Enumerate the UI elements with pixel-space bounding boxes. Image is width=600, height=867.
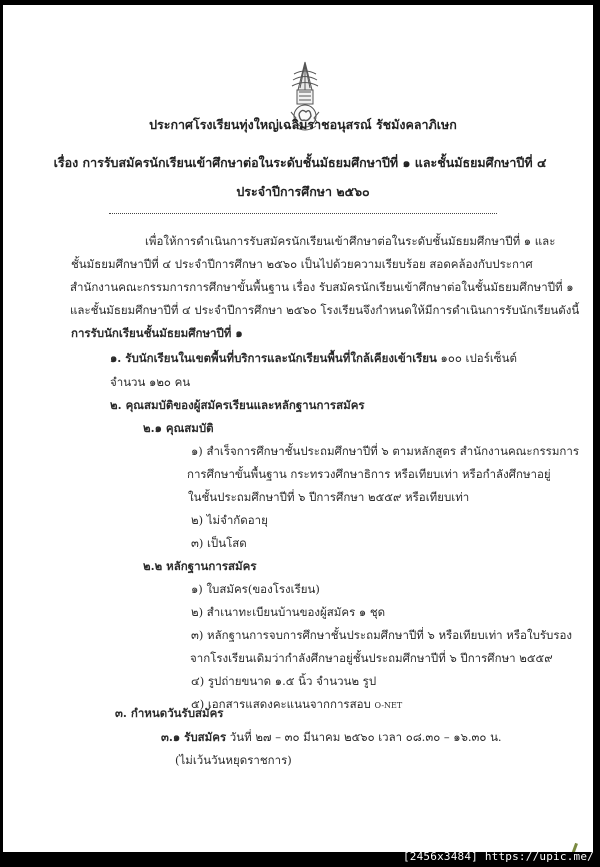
qualification-1-cont2: ในชั้นประถมศึกษาปีที่ ๖ ปีการศึกษา ๒๕๕๙ หรือเทียบเท่า [188,490,470,504]
intro-line-4: และชั้นมัธยมศึกษาปีที่ ๔ ประจำปีการศึกษา ๒๕๖๐ โรงเรียนจึงกำหนดให้มีการดำเนินการรับนักเรียนดังนี้ [70,303,580,317]
item-2-1-heading: ๒.๑ คุณสมบัติ [143,421,214,435]
announcement-subject: เรื่อง การรับสมัครนักเรียนเข้าศึกษาต่อในระดับชั้นมัธยมศึกษาปีที่ ๑ และชั้นมัธยมศึกษาปีที่ ๔ [53,155,547,170]
intro-line-3: สำนักงานคณะกรรมการการศึกษาขั้นพื้นฐาน เรื่อง รับสมัครนักเรียนเข้าศึกษาต่อในชั้นมัธยมศึกษาปีที่ ๑ [70,280,574,294]
item-2-heading: ๒. คุณสมบัติของผู้สมัครเรียนและหลักฐานการสมัคร [110,398,365,412]
evidence-5-label: ๕) เอกสารแสดงคะแนนจากการสอบ [191,697,371,711]
intro-line-2: ชั้นมัธยมศึกษาปีที่ ๔ ประจำปีการศึกษา ๒๕๖๐ เป็นไปด้วยความเรียบร้อย สอดคล้องกับประกาศ [71,257,533,271]
qualification-3: ๓) เป็นโสด [191,536,247,550]
image-host-watermark: [2456x3484] https://upic.me/ [402,850,594,863]
announcement-title: ประกาศโรงเรียนทุ่งใหญ่เฉลิมราชอนุสรณ์ รัชมังคลาภิเษก [149,117,457,132]
evidence-2: ๒) สำเนาทะเบียนบ้านของผู้สมัคร ๑ ชุด [191,605,386,619]
item-3-1-label: ๓.๑ รับสมัคร [161,730,227,744]
academic-year: ประจำปีการศึกษา ๒๕๖๐ [236,184,370,199]
item-3-1-dates: วันที่ ๒๗ – ๓๐ มีนาคม ๒๕๖๐ เวลา ๐๘.๓๐ – ๑๖.๓๐ น. [226,730,502,744]
onet-label: O-NET [374,701,403,710]
item-1-label: ๑. รับนักเรียนในเขตพื้นที่บริการและนักเรียนพื้นที่ใกล้เคียงเข้าเรียน [110,351,437,365]
qualification-1: ๑) สำเร็จการศึกษาชั้นประถมศึกษาปีที่ ๖ ตามหลักสูตร สำนักงานคณะกรรมการ [191,444,580,458]
evidence-4: ๔) รูปถ่ายขนาด ๑.๕ นิ้ว จำนวน๒ รูป [191,674,377,688]
qualification-2: ๒) ไม่จำกัดอายุ [191,513,268,527]
item-3-note: (ไม่เว้นวันหยุดราชการ) [175,753,292,767]
document-page [3,5,593,857]
item-2-2-heading: ๒.๒ หลักฐานการสมัคร [143,559,257,573]
evidence-3-cont: จากโรงเรียนเดิมว่ากำลังศึกษาอยู่ชั้นประถมศึกษาปีที่ ๖ ปีการศึกษา ๒๕๕๙ [190,651,553,665]
dotted-divider [109,213,497,214]
evidence-3: ๓) หลักฐานการจบการศึกษาชั้นประถมศึกษาปีที่ ๖ หรือเทียบเท่า หรือใบรับรอง [191,628,573,642]
item-1-value: ๑๐๐ เปอร์เซ็นต์ [436,351,517,365]
item-3-heading: ๓. กำหนดวันรับสมัคร [115,706,224,720]
intro-line-1: เพื่อให้การดำเนินการรับสมัครนักเรียนเข้าศึกษาต่อในระดับชั้นมัธยมศึกษาปีที่ ๑ และ [145,234,556,248]
section-heading: การรับนักเรียนชั้นมัธยมศึกษาปีที่ ๑ [71,326,243,340]
evidence-1: ๑) ใบสมัคร(ของโรงเรียน) [191,582,320,596]
qualification-1-cont: การศึกษาขั้นพื้นฐาน กระทรวงศึกษาธิการ หรือเทียบเท่า หรือกำลังศึกษาอยู่ [187,467,551,481]
item-1 [110,350,517,368]
item-1-count: จำนวน ๑๒๐ คน [110,375,191,389]
item-3-1 [161,729,502,747]
